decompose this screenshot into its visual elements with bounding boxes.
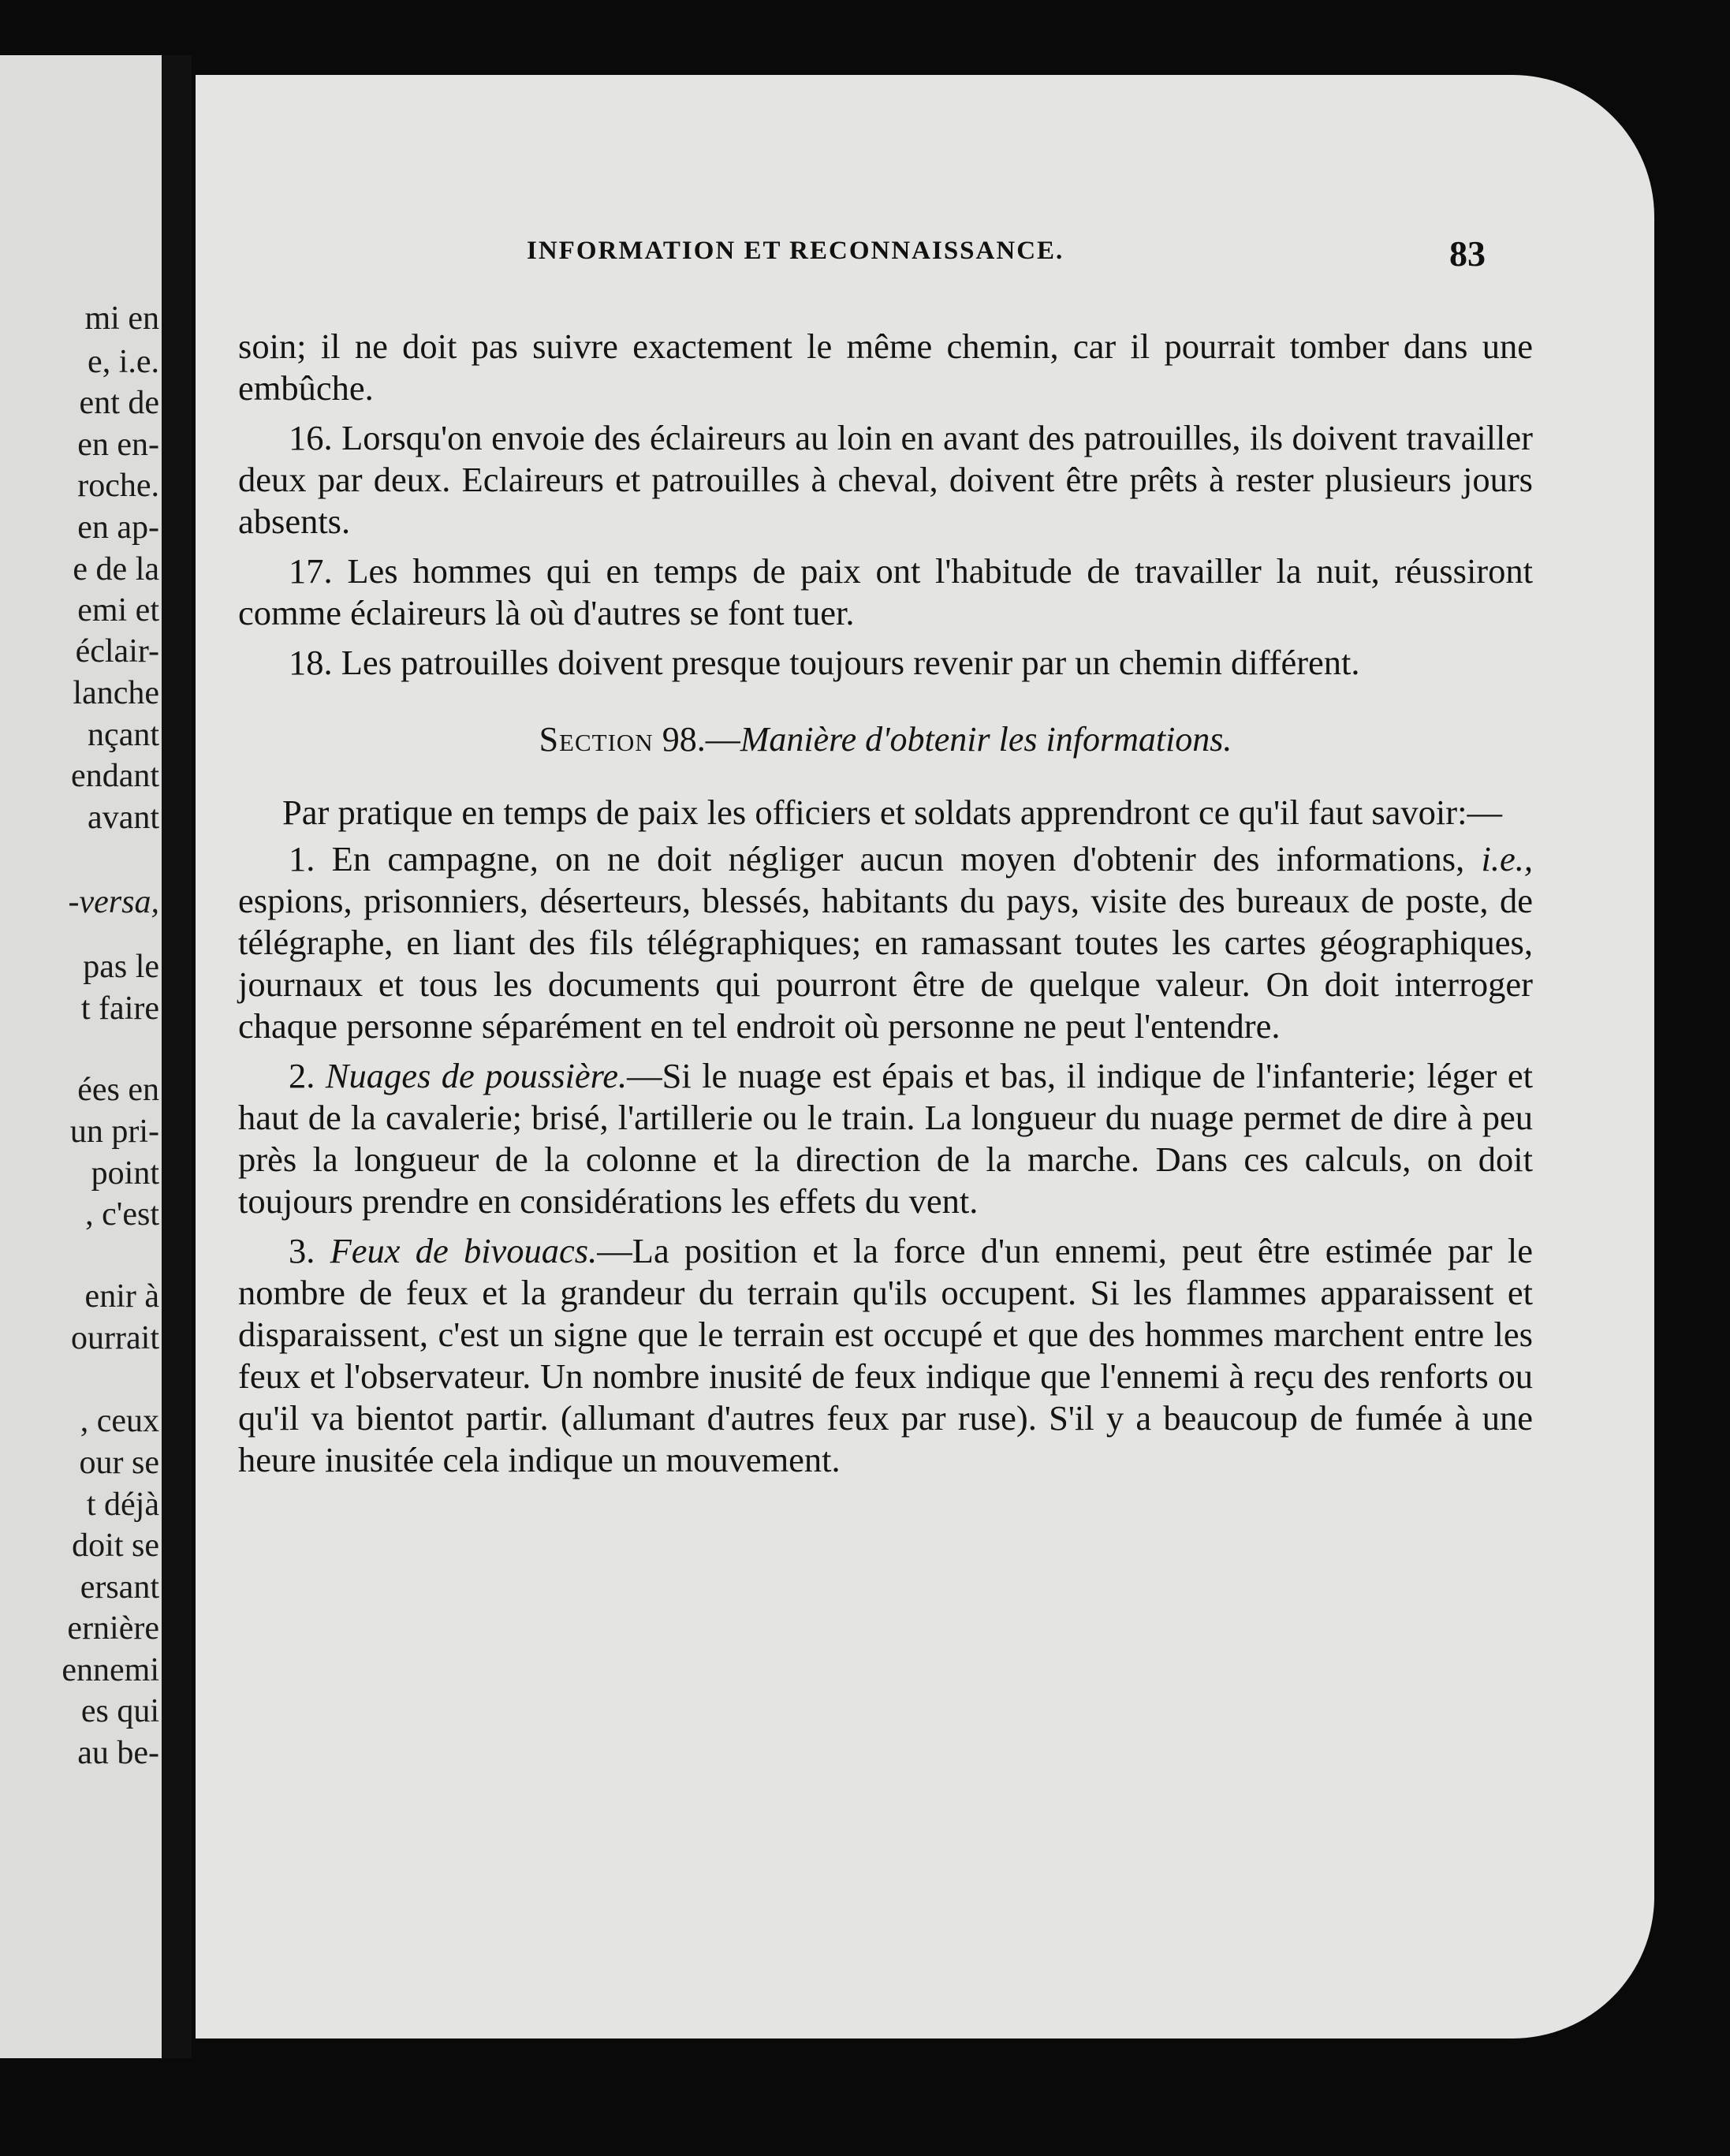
left-page-line: un pri- [69, 1113, 159, 1150]
left-page-fragment [0, 55, 166, 2058]
left-page-line: enir à [84, 1278, 159, 1315]
paragraph-continuation: soin; il ne doit pas suivre exactement le même chemin, car il pourrait tomber dans une embûche. [238, 326, 1533, 408]
paragraph-17: 17. Les hommes qui en temps de paix ont l'habitude de travailler la nuit, réussiront comme éclaireurs là où d'autres se font tuer. [238, 551, 1533, 632]
left-page-line: en en- [77, 427, 159, 463]
left-page-line: es qui [80, 1693, 159, 1729]
left-page-line: emi et [77, 592, 159, 629]
left-page-line: e, i.e. [88, 344, 159, 380]
paragraph-2-title: Nuages de poussière. [325, 1056, 628, 1095]
left-page-line: t faire [80, 990, 159, 1027]
left-page-line: ent de [79, 385, 159, 421]
paragraph-3-number: 3. [289, 1231, 330, 1270]
left-page-line: roche. [77, 468, 159, 504]
paragraph-3 [238, 1230, 1533, 1481]
paragraph-2-number: 2. [289, 1056, 326, 1095]
section-number: 98.— [662, 720, 740, 759]
section-label: Section [539, 720, 654, 759]
left-page-line: ourrait [71, 1320, 159, 1356]
left-page-line: , ceux [80, 1403, 159, 1439]
paragraph-2-body: —Si le nuage est épais et bas, il indique de l'infanterie; léger et haut de la cavalerie; brisé, l'artillerie ou le train. La longueur du nuage permet de dire à peu près la longueur de la colonne et la direction de la marche. Dans ces calculs, on doit toujours prendre en considérations les effets du vent. [238, 1056, 1534, 1221]
left-page-line: éclair- [75, 633, 159, 670]
left-page-line: point [91, 1155, 159, 1192]
left-page-line: ernière [67, 1610, 159, 1647]
left-page-line: -versa, [68, 884, 159, 920]
left-page-line: our se [79, 1445, 159, 1481]
left-page-line: ersant [80, 1569, 159, 1606]
paragraph-18: 18. Les patrouilles doivent presque toujours revenir par un chemin différent. [289, 643, 1360, 682]
paragraph-1 [238, 838, 1533, 1047]
paragraph-16: 16. Lorsqu'on envoie des éclaireurs au loin en avant des patrouilles, ils doivent travailler deux par deux. Eclaireurs et patrouilles à cheval, doivent être prêts à rester plusieurs jours absents. [238, 418, 1533, 541]
paragraph-3-body: —La position et la force d'un ennemi, peut être estimée par le nombre de feux et la grandeur du terrain qu'ils occupent. Si les flammes apparaissent et disparaissent, c'est un signe que le terrain est occupé et que des hommes marchent entre les feux et l'observateur. Un nombre inusité de feux indique que l'ennemi à reçu des renforts ou qu'il va bientot partir. (allumant d'autres feux par ruse). S'il y a beaucoup de fumée à une heure inusitée cela indique un mouvement. [238, 1231, 1534, 1479]
left-page-line: ennemi [62, 1652, 159, 1688]
page-body [238, 326, 1533, 1481]
left-page-line: avant [88, 800, 159, 836]
left-page-line: ées en [77, 1072, 159, 1108]
paragraph-3-title: Feux de bivouacs. [330, 1231, 598, 1270]
section-heading [238, 718, 1533, 760]
running-head: INFORMATION ET RECONNAISSANCE. [527, 237, 1064, 265]
paragraph-lead: Par pratique en temps de paix les officiers et soldats apprendront ce qu'il faut savoir:— [282, 793, 1502, 832]
left-page-line: nçant [88, 717, 159, 753]
left-page-line: endant [71, 758, 159, 794]
paragraph-1-ie: i.e., [1481, 839, 1533, 878]
left-page-line: au be- [77, 1735, 159, 1771]
section-title: Manière d'obtenir les informations. [740, 720, 1232, 759]
left-page-line: mi en [84, 300, 159, 337]
left-page-line: pas le [83, 949, 159, 985]
right-page [196, 75, 1654, 2039]
left-page-line: lanche [73, 675, 159, 711]
left-page-line: doit se [72, 1527, 159, 1564]
book-gutter [162, 55, 192, 2058]
page-number: 83 [1449, 233, 1486, 274]
left-page-line: t déjà [86, 1486, 159, 1523]
left-page-line: e de la [73, 551, 159, 587]
paragraph-2 [238, 1055, 1533, 1222]
left-page-line: , c'est [85, 1196, 159, 1233]
left-page-line: en ap- [77, 509, 159, 546]
paragraph-1-text-a: 1. En campagne, on ne doit négliger aucun moyen d'obtenir des informations, [289, 839, 1482, 878]
paragraph-1-text-b: espions, prisonniers, déserteurs, blessés, habitants du pays, visite des bureaux de poste, de télégraphe, en liant des fils télégraphiques; en ramassant toutes les cartes géographiques, journaux et tous les documents qui pourront être de quelque valeur. On doit interroger chaque personne séparément en tel endroit où personne ne peut l'entendre. [238, 881, 1533, 1046]
